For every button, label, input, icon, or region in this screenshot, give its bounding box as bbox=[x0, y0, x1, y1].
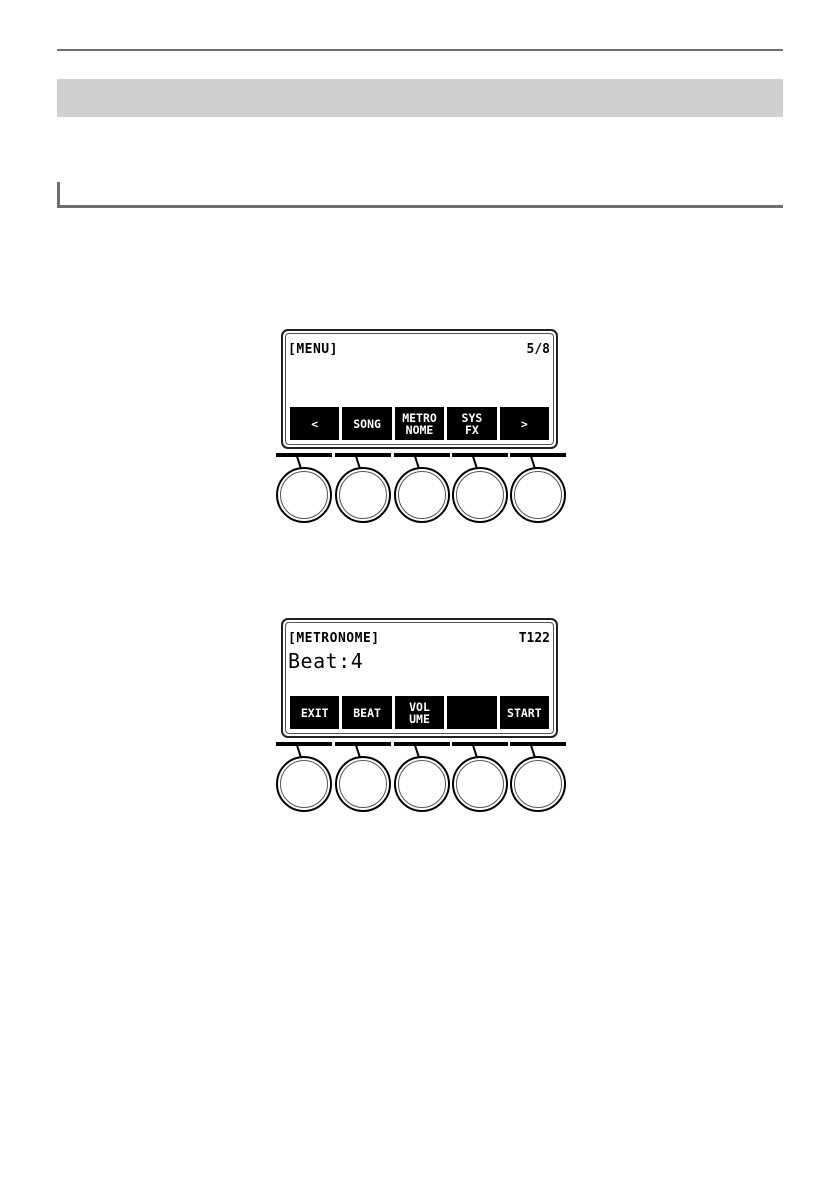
softkey-labels bbox=[290, 696, 549, 729]
button-2[interactable] bbox=[335, 453, 391, 523]
button-circle[interactable] bbox=[276, 756, 332, 812]
softkey-sys-fx: SYS FX bbox=[447, 407, 496, 440]
button-bar bbox=[276, 742, 332, 746]
softkey-labels bbox=[290, 407, 549, 440]
softkey-song: SONG bbox=[342, 407, 391, 440]
lcd-inner-frame bbox=[285, 622, 554, 734]
softkey-prev: < bbox=[290, 407, 339, 440]
button-circle[interactable] bbox=[394, 467, 450, 523]
button-circle[interactable] bbox=[510, 756, 566, 812]
page-indicator: 5/8 bbox=[526, 342, 550, 357]
beat-readout: Beat:4 bbox=[288, 649, 364, 673]
button-circle[interactable] bbox=[452, 467, 508, 523]
softkey-volume: VOL UME bbox=[395, 696, 444, 729]
softkey-beat: BEAT bbox=[342, 696, 391, 729]
button-bar bbox=[452, 742, 508, 746]
button-bar bbox=[394, 453, 450, 457]
button-5[interactable] bbox=[510, 742, 566, 812]
lcd-title: [MENU] bbox=[288, 342, 338, 357]
softkey-next: > bbox=[500, 407, 549, 440]
button-4[interactable] bbox=[452, 742, 508, 812]
button-3[interactable] bbox=[394, 742, 450, 812]
lcd-metronome-screen bbox=[281, 618, 558, 738]
section-header-bar bbox=[57, 79, 783, 117]
button-bar bbox=[510, 742, 566, 746]
button-4[interactable] bbox=[452, 453, 508, 523]
button-bar bbox=[335, 453, 391, 457]
lcd-inner-frame bbox=[285, 333, 554, 445]
lcd-menu-screen bbox=[281, 329, 558, 449]
button-1[interactable] bbox=[276, 453, 332, 523]
button-circle[interactable] bbox=[510, 467, 566, 523]
button-bar bbox=[394, 742, 450, 746]
lcd-title: [METRONOME] bbox=[288, 631, 380, 646]
button-2[interactable] bbox=[335, 742, 391, 812]
button-bar bbox=[510, 453, 566, 457]
subsection-header bbox=[57, 182, 783, 208]
button-bar bbox=[335, 742, 391, 746]
button-row-menu bbox=[276, 453, 566, 523]
button-circle[interactable] bbox=[335, 756, 391, 812]
button-1[interactable] bbox=[276, 742, 332, 812]
button-circle[interactable] bbox=[394, 756, 450, 812]
button-row-metronome bbox=[276, 742, 566, 812]
button-5[interactable] bbox=[510, 453, 566, 523]
button-circle[interactable] bbox=[452, 756, 508, 812]
button-circle[interactable] bbox=[335, 467, 391, 523]
softkey-metronome: METRO NOME bbox=[395, 407, 444, 440]
button-circle[interactable] bbox=[276, 467, 332, 523]
top-rule bbox=[57, 49, 783, 51]
button-bar bbox=[452, 453, 508, 457]
softkey-blank bbox=[447, 696, 496, 729]
tempo-readout: T122 bbox=[518, 631, 550, 646]
button-3[interactable] bbox=[394, 453, 450, 523]
softkey-exit: EXIT bbox=[290, 696, 339, 729]
softkey-start: START bbox=[500, 696, 549, 729]
button-bar bbox=[276, 453, 332, 457]
